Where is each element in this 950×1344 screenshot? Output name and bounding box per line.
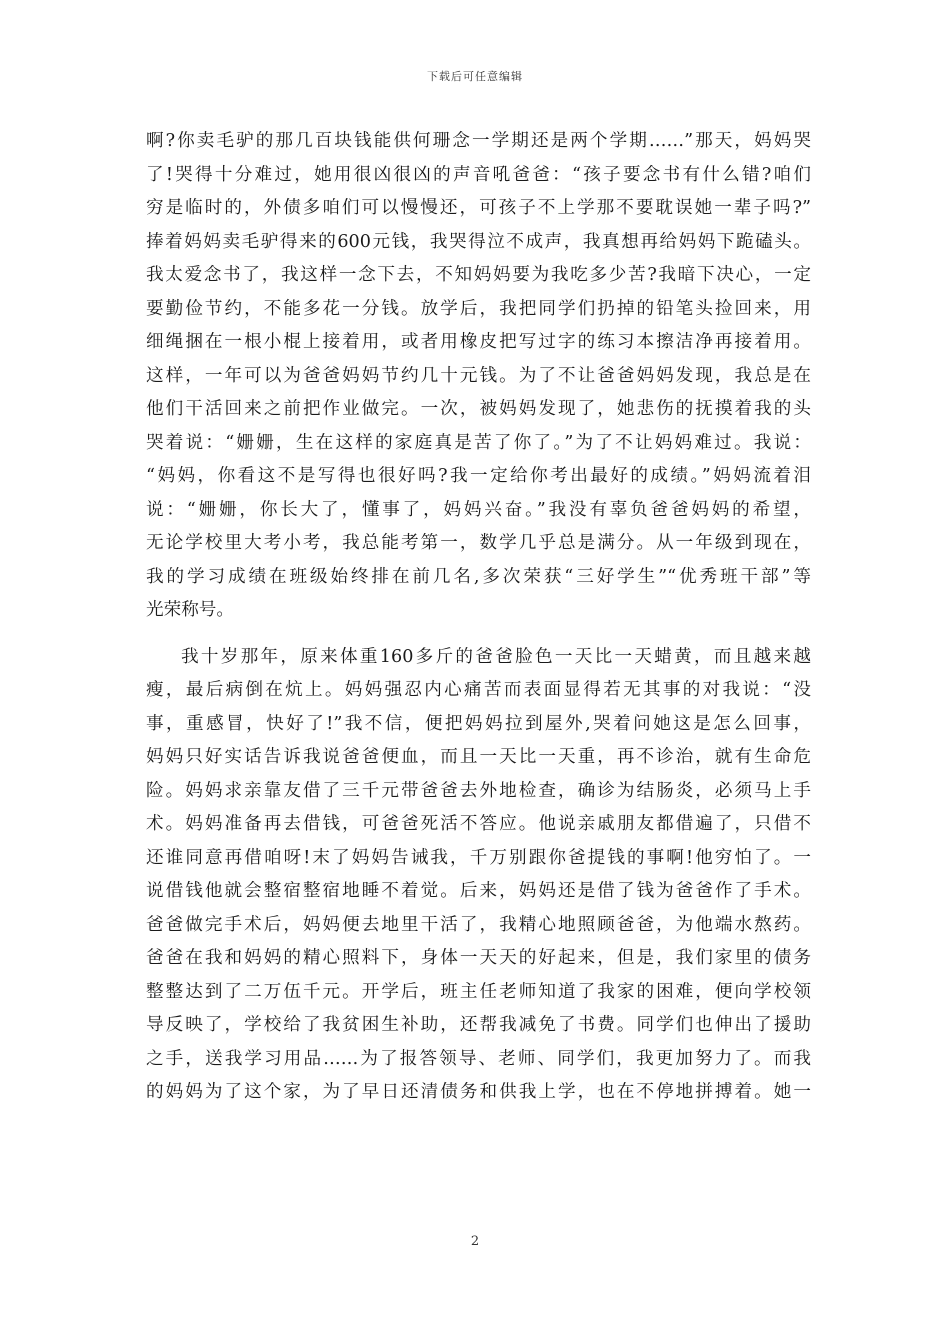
text-line: 导反映了，学校给了我贫困生补助，还帮我减免了书费。同学们也伸出了援助 bbox=[146, 1015, 811, 1035]
paragraph-2 bbox=[146, 641, 811, 1110]
text-line: 术。妈妈准备再去借钱，可爸爸死活不答应。他说亲戚朋友都借遍了，只借不 bbox=[146, 814, 811, 834]
text-line: 妈妈只好实话告诉我说爸爸便血，而且一天比一天重，再不诊治，就有生命危 bbox=[146, 747, 811, 767]
text-line: 这样，一年可以为爸爸妈妈节约几十元钱。为了不让爸爸妈妈发现，我总是在 bbox=[146, 365, 811, 386]
text-line: 光荣称号。 bbox=[146, 600, 234, 620]
page-header: 下载后可任意编辑 bbox=[427, 70, 523, 83]
text-line: 无论学校里大考小考，我总能考第一，数学几乎总是满分。从一年级到现在， bbox=[146, 533, 811, 553]
text-line: 之手，送我学习用品……为了报答领导、老师、同学们，我更加努力了。而我 bbox=[146, 1048, 811, 1069]
text-line: 我十岁那年，原来体重160多斤的爸爸脸色一天比一天蜡黄，而且越来越 bbox=[181, 646, 811, 667]
text-line: 要勤俭节约，不能多花一分钱。放学后，我把同学们扔掉的铅笔头捡回来，用 bbox=[146, 298, 811, 319]
text-line: 捧着妈妈卖毛驴得来的600元钱，我哭得泣不成声，我真想再给妈妈下跪磕头。 bbox=[146, 231, 811, 252]
text-line: 他们干活回来之前把作业做完。一次，被妈妈发现了，她悲伤的抚摸着我的头 bbox=[146, 399, 811, 419]
text-line: 说：“姗姗，你长大了，懂事了，妈妈兴奋。”我没有辜负爸爸妈妈的希望， bbox=[146, 499, 811, 520]
paragraph-spacer bbox=[146, 628, 811, 641]
text-line: 爸爸在我和妈妈的精心照料下，身体一天天的好起来，但是，我们家里的债务 bbox=[146, 948, 811, 968]
paragraph-1 bbox=[146, 125, 811, 628]
text-line: 整整达到了二万伍千元。开学后，班主任老师知道了我家的困难，便向学校领 bbox=[146, 981, 811, 1002]
text-line: 我太爱念书了，我这样一念下去，不知妈妈要为我吃多少苦?我暗下决心，一定 bbox=[146, 265, 811, 285]
text-line: “妈妈，你看这不是写得也很好吗?我一定给你考出最好的成绩。”妈妈流着泪 bbox=[146, 466, 811, 486]
text-line: 险。妈妈求亲靠友借了三千元带爸爸去外地检查，确诊为结肠炎，必须马上手 bbox=[146, 780, 811, 801]
text-line: 瘦，最后病倒在炕上。妈妈强忍内心痛苦而表面显得若无其事的对我说：“没 bbox=[146, 680, 811, 700]
text-line: 还谁同意再借咱呀!末了妈妈告诫我，千万别跟你爸提钱的事啊!他穷怕了。一 bbox=[146, 847, 811, 868]
text-line: 穷是临时的，外债多咱们可以慢慢还，可孩子不上学那不要耽误她一辈子吗?” bbox=[146, 198, 811, 218]
text-line: 细绳捆在一根小棍上接着用，或者用橡皮把写过字的练习本擦洁净再接着用。 bbox=[146, 332, 811, 352]
text-line: 说借钱他就会整宿整宿地睡不着觉。后来，妈妈还是借了钱为爸爸作了手术。 bbox=[146, 881, 811, 901]
text-line: 啊?你卖毛驴的那几百块钱能供何珊念一学期还是两个学期……”那天，妈妈哭 bbox=[146, 131, 811, 151]
text-line: 了!哭得十分难过，她用很凶很凶的声音吼爸爸：“孩子要念书有什么错?咱们 bbox=[146, 164, 811, 185]
text-line: 哭着说：“姗姗，生在这样的家庭真是苦了你了。”为了不让妈妈难过。我说： bbox=[146, 432, 811, 453]
page-number: 2 bbox=[470, 1234, 480, 1249]
text-line: 事，重感冒，快好了!”我不信，便把妈妈拉到屋外,哭着问她这是怎么回事， bbox=[146, 713, 811, 734]
document-body bbox=[146, 125, 811, 1110]
text-line: 我的学习成绩在班级始终排在前几名,多次荣获“三好学生”“优秀班干部”等 bbox=[146, 566, 811, 587]
text-line: 爸爸做完手术后，妈妈便去地里干活了，我精心地照顾爸爸，为他端水熬药。 bbox=[146, 914, 811, 935]
text-line: 的妈妈为了这个家，为了早日还清债务和供我上学，也在不停地拼搏着。她一 bbox=[146, 1082, 811, 1102]
